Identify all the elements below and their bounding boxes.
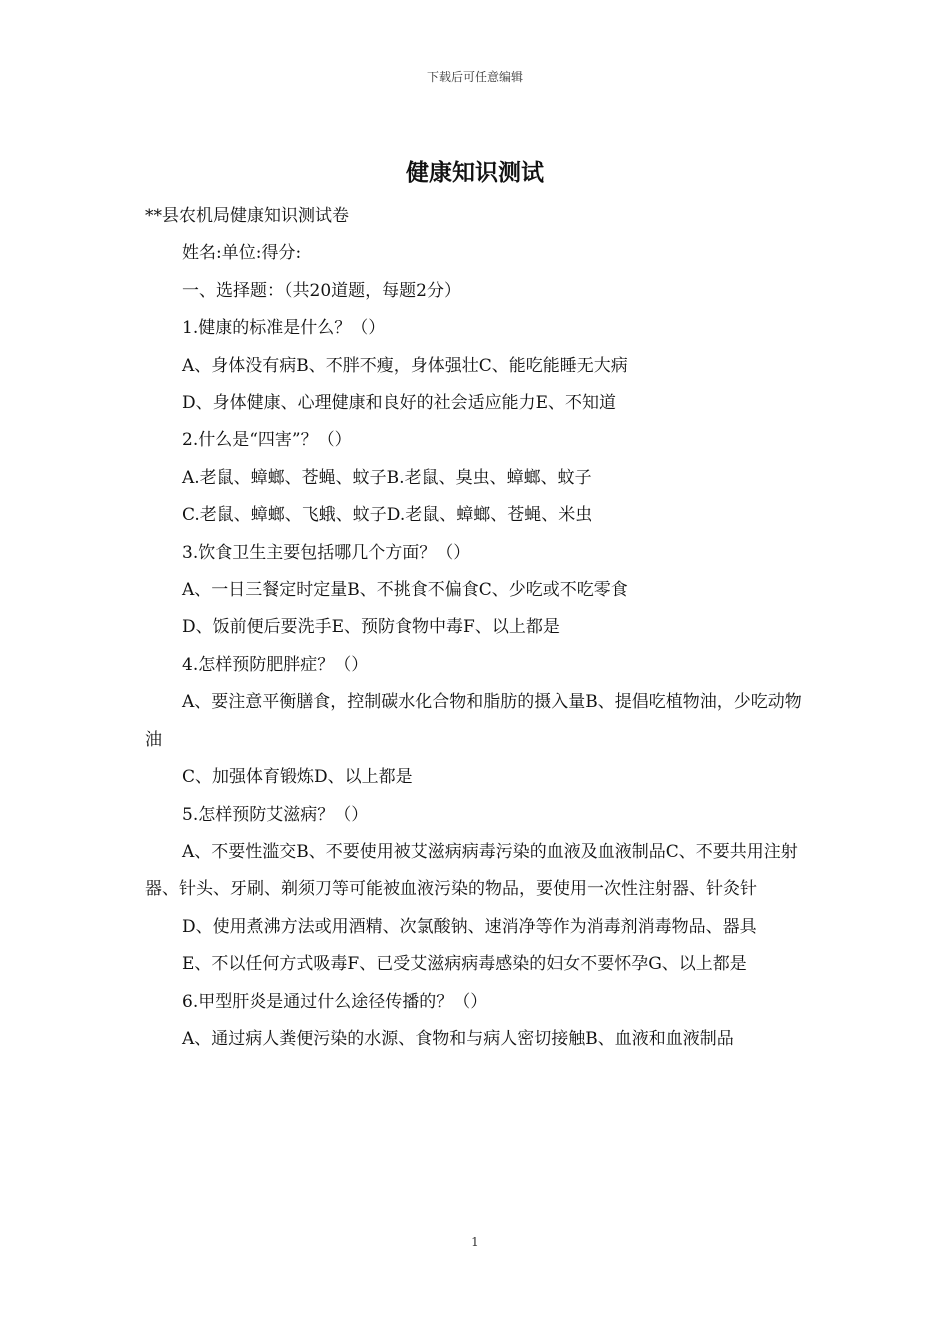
document-body bbox=[145, 198, 807, 1058]
question-4: 4.怎样预防肥胖症？（） bbox=[182, 654, 369, 675]
question-2-options-a: A.老鼠、蟑螂、苍蝇、蚊子B.老鼠、臭虫、蟑螂、蚊子 bbox=[182, 467, 592, 488]
question-3: 3.饮食卫生主要包括哪几个方面？（） bbox=[182, 542, 471, 563]
exam-subtitle: **县农机局健康知识测试卷 bbox=[145, 206, 349, 226]
question-4-options-a: A、要注意平衡膳食，控制碳水化合物和脂肪的摄入量B、提倡吃植物油，少吃动物油 bbox=[145, 692, 802, 750]
exam-info-fields: 姓名:单位:得分: bbox=[182, 243, 302, 264]
question-1: 1.健康的标准是什么？（） bbox=[182, 318, 386, 339]
question-3-options-a: A、一日三餐定时定量B、不挑食不偏食C、少吃或不吃零食 bbox=[182, 580, 628, 601]
document-title: 健康知识测试 bbox=[406, 159, 544, 186]
question-1-options-b: D、身体健康、心理健康和良好的社会适应能力E、不知道 bbox=[182, 393, 617, 414]
question-5-options-a: A、不要性滥交B、不要使用被艾滋病病毒污染的血液及血液制品C、不要共用注射器、针头、牙刷、剃须刀等可能被血液污染的物品，要使用一次性注射器、针灸针 bbox=[145, 841, 798, 900]
question-1-options-a: A、身体没有病B、不胖不瘦，身体强壮C、能吃能睡无大病 bbox=[182, 355, 628, 376]
question-4-options-b: C、加强体育锻炼D、以上都是 bbox=[182, 767, 413, 788]
question-2: 2.什么是“四害”？（） bbox=[182, 430, 352, 451]
question-6: 6.甲型肝炎是通过什么途径传播的？（） bbox=[182, 991, 488, 1012]
question-6-options-a: A、通过病人粪便污染的水源、食物和与病人密切接触B、血液和血液制品 bbox=[182, 1028, 734, 1049]
question-2-options-b: C.老鼠、蟑螂、飞蛾、蚊子D.老鼠、蟑螂、苍蝇、米虫 bbox=[182, 505, 593, 526]
page-header-note: 下载后可任意编辑 bbox=[426, 70, 523, 84]
page-number: 1 bbox=[471, 1235, 479, 1249]
question-3-options-b: D、饭前便后要洗手E、预防食物中毒F、以上都是 bbox=[182, 617, 560, 638]
question-5-options-c: E、不以任何方式吸毒F、已受艾滋病病毒感染的妇女不要怀孕G、以上都是 bbox=[182, 954, 747, 975]
section-heading: 一、选择题：（共20道题，每题2分） bbox=[182, 280, 461, 301]
question-5-options-b: D、使用煮沸方法或用酒精、次氯酸钠、速消净等作为消毒剂消毒物品、器具 bbox=[182, 916, 757, 937]
question-5: 5.怎样预防艾滋病？（） bbox=[182, 804, 369, 825]
